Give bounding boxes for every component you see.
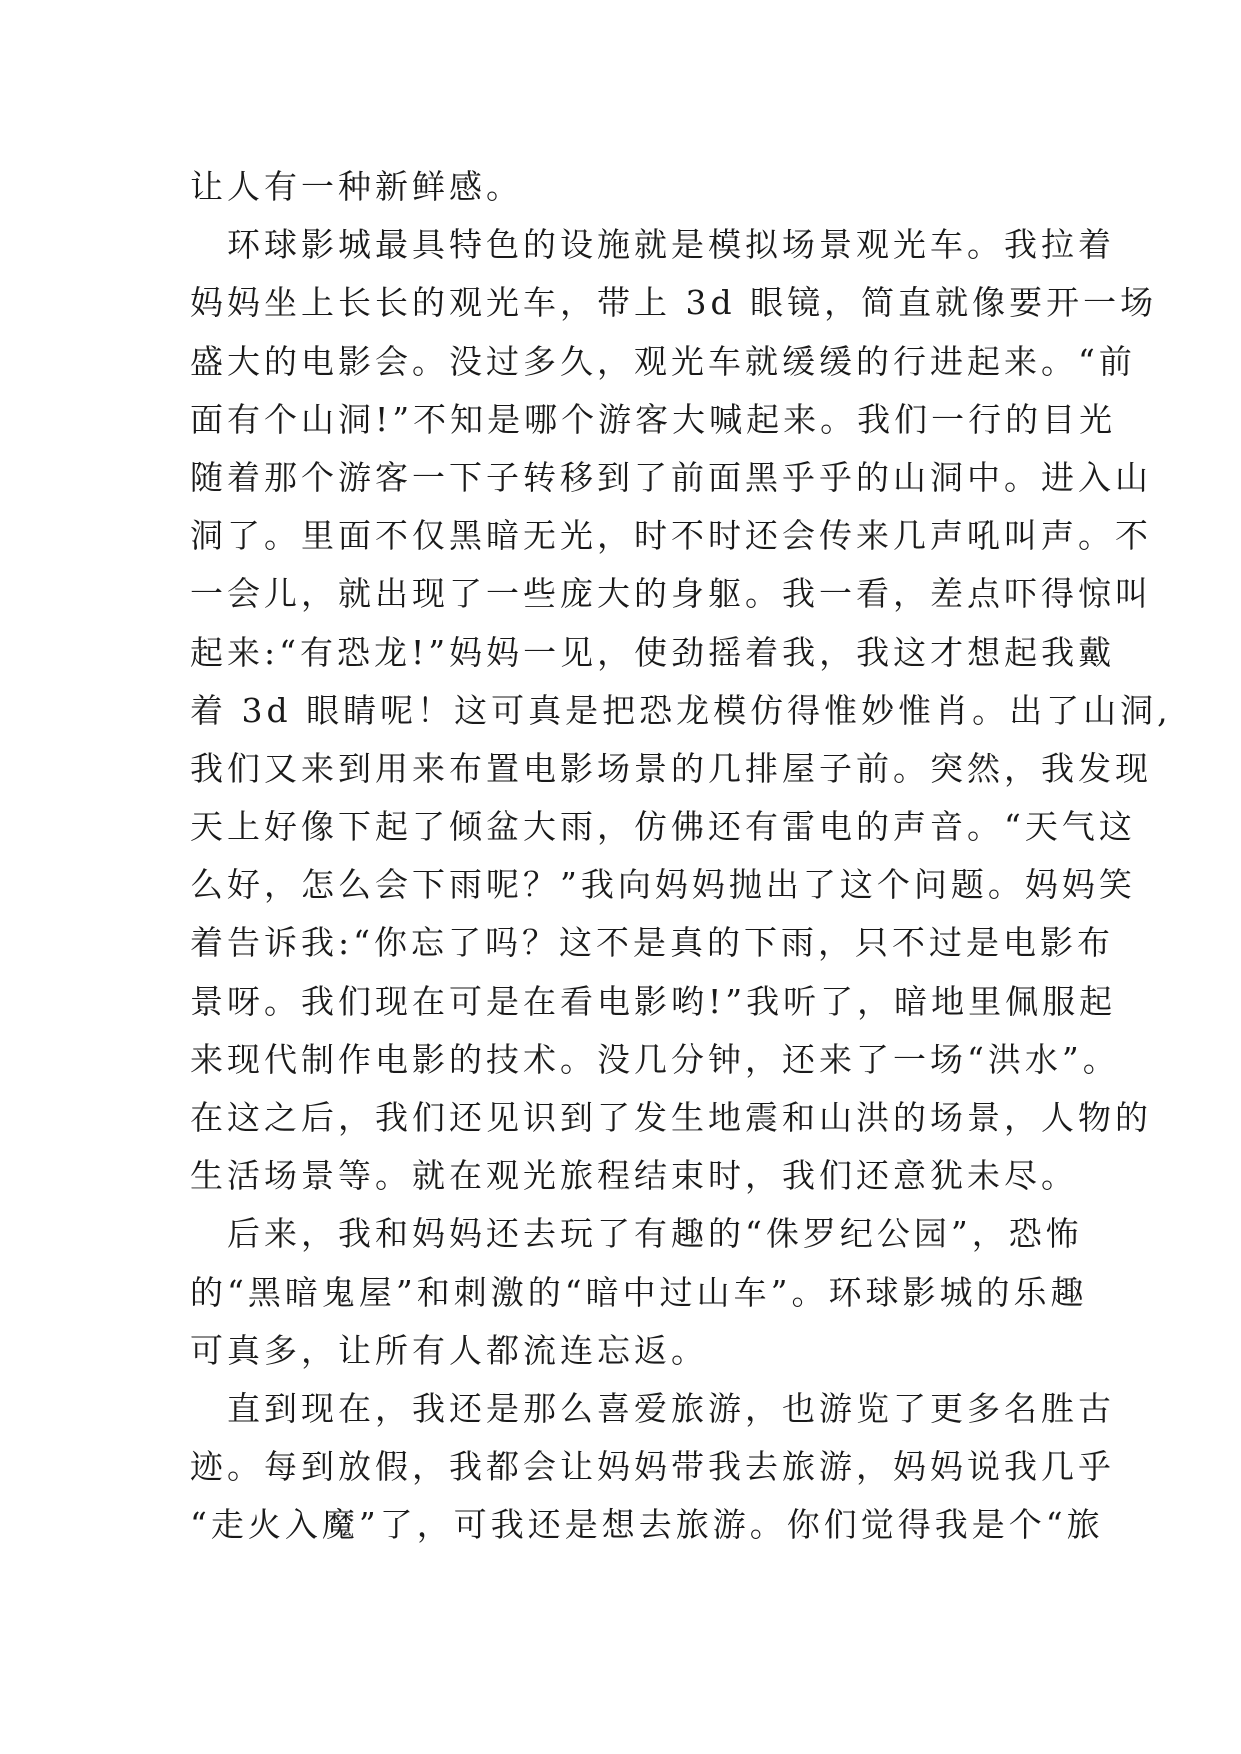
text-line: 么好，怎么会下雨呢？”我向妈妈抛出了这个问题。妈妈笑 [190,865,1136,905]
text-line: 在这之后，我们还见识到了发生地震和山洪的场景，人物的 [190,1098,1152,1137]
text-line: 天上好像下起了倾盆大雨，仿佛还有雷电的声音。“天气这 [190,807,1136,847]
text-line: 景呀。我们现在可是在看电影哟!”我听了，暗地里佩服起 [190,981,1117,1021]
text-line: 一会儿，就出现了一些庞大的身躯。我一看，差点吓得惊叫 [190,574,1152,614]
text-line: 来现代制作电影的技术。没几分钟，还来了一场“洪水”。 [190,1039,1120,1079]
text-line: 直到现在，我还是那么喜爱旅游，也游览了更多名胜古 [190,1388,1115,1428]
text-line: 迹。每到放假，我都会让妈妈带我去旅游，妈妈说我几乎 [190,1447,1115,1487]
text-line: 的“黑暗鬼屋”和刺激的“暗中过山车”。环球影城的乐趣 [190,1272,1088,1312]
text-line: 生活场景等。就在观光旅程结束时，我们还意犹未尽。 [190,1156,1078,1196]
text-line: 后来，我和妈妈还去玩了有趣的“侏罗纪公园”，恐怖 [190,1214,1083,1254]
text-line: 环球影城最具特色的设施就是模拟场景观光车。我拉着 [190,225,1115,265]
text-line: 盛大的电影会。没过多久，观光车就缓缓的行进起来。“前 [190,341,1136,381]
text-line: 着告诉我:“你忘了吗？这不是真的下雨，只不过是电影布 [190,923,1114,963]
text-line: 随着那个游客一下子转移到了前面黑乎乎的山洞中。进入山 [190,457,1152,497]
body-text [190,158,1190,1555]
text-line: 起来:“有恐龙!”妈妈一见，使劲摇着我，我这才想起我戴 [190,632,1116,672]
text-line: 着 3d 眼睛呢！这可真是把恐龙模仿得惟妙惟肖。出了山洞, [190,690,1172,730]
text-line: 我们又来到用来布置电影场景的几排屋子前。突然，我发现 [190,748,1152,788]
text-line: 妈妈坐上长长的观光车，带上 3d 眼镜，简直就像要开一场 [190,283,1158,323]
text-line: 洞了。里面不仅黑暗无光，时不时还会传来几声吼叫声。不 [190,516,1152,556]
text-line: “走火入魔”了，可我还是想去旅游。你们觉得我是个“旅 [190,1505,1104,1545]
text-line: 面有个山洞!”不知是哪个游客大喊起来。我们一行的目光 [190,399,1117,439]
text-line: 可真多，让所有人都流连忘返。 [190,1330,708,1370]
text-line: 让人有一种新鲜感。 [190,167,523,206]
